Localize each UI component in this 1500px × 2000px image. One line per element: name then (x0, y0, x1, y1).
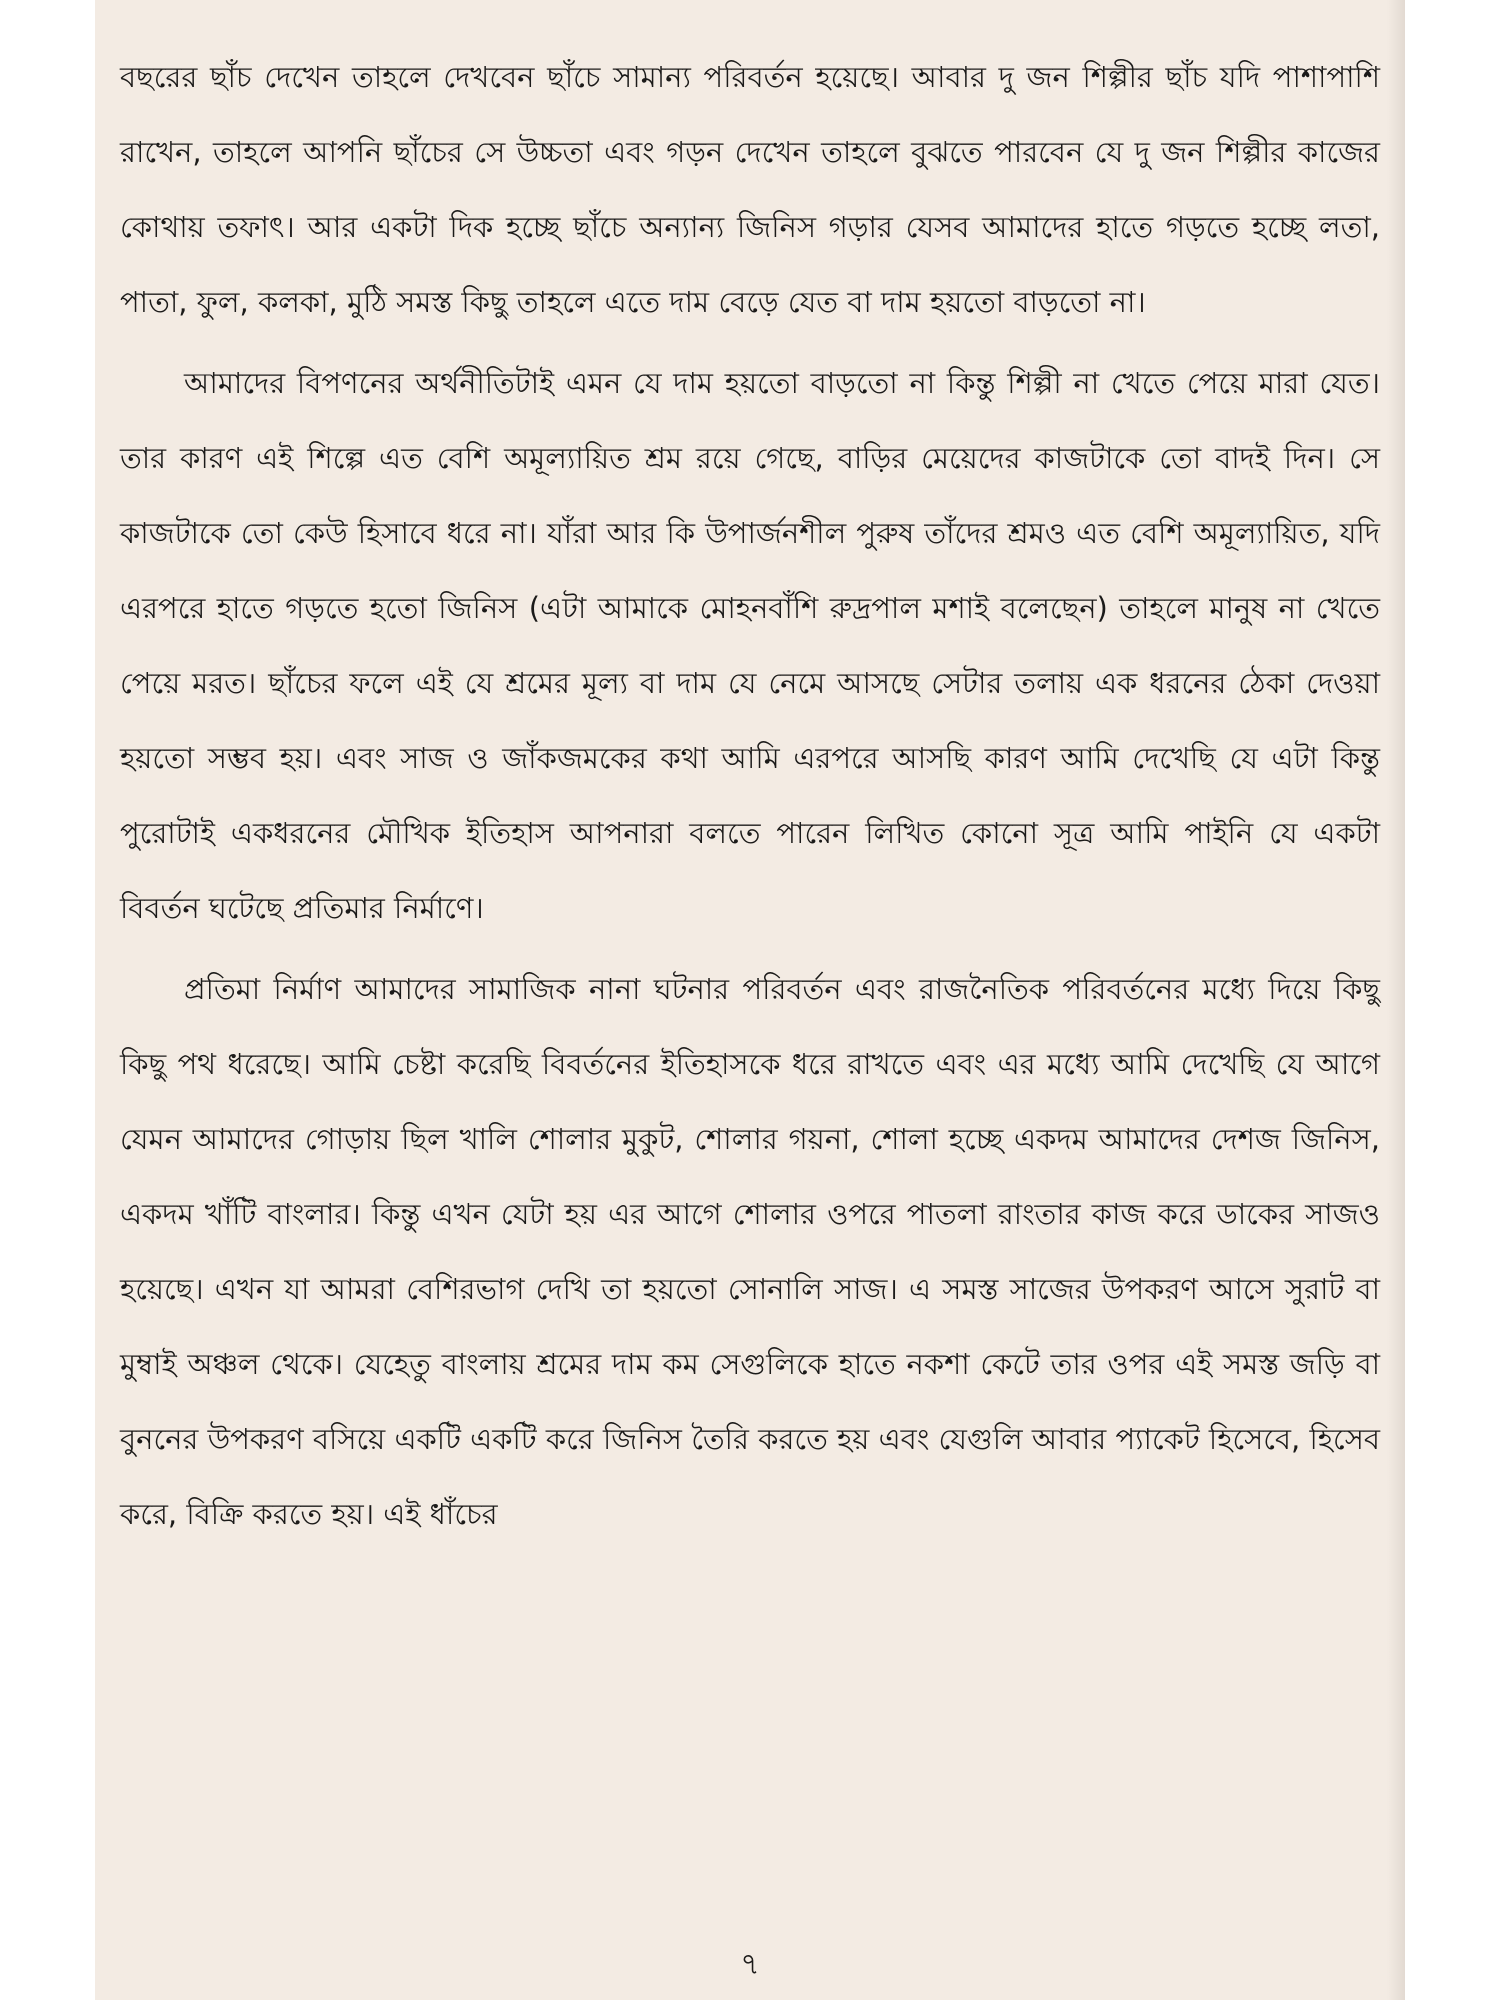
page-edge-shadow (1387, 0, 1405, 2000)
paragraph-3: প্রতিমা নির্মাণ আমাদের সামাজিক নানা ঘটনার পরিবর্তন এবং রাজনৈতিক পরিবর্তনের মধ্যে দিয়ে কিছু কিছু পথ ধরেছে। আমি চেষ্টা করেছি বিবর্তনের ইতিহাসকে ধরে রাখতে এবং এর মধ্যে আমি দেখেছি যে আগে যেমন আমাদের গোড়ায় ছিল খালি শোলার মুকুট, শোলার গয়না, শোলা হচ্ছে একদম আমাদের দেশজ জিনিস, একদম খাঁটি বাংলার। কিন্তু এখন যেটা হয় এর আগে শোলার ওপরে পাতলা রাংতার কাজ করে ডাকের সাজও হয়েছে। এখন যা আমরা বেশিরভাগ দেখি তা হয়তো সোনালি সাজ। এ সমস্ত সাজের উপকরণ আসে সুরাট বা মুম্বাই অঞ্চল থেকে। যেহেতু বাংলায় শ্রমের দাম কম সেগুলিকে হাতে নকশা কেটে তার ওপর এই সমস্ত জড়ি বা বুননের উপকরণ বসিয়ে একটি একটি করে জিনিস তৈরি করতে হয় এবং যেগুলি আবার প্যাকেট হিসেবে, হিসেব করে, বিক্রি করতে হয়। এই ধাঁচের (120, 972, 1380, 1531)
page-number: ৭ (740, 1947, 760, 1982)
body-text (120, 40, 1380, 1558)
book-page (95, 0, 1405, 2000)
paragraph-2: আমাদের বিপণনের অর্থনীতিটাই এমন যে দাম হয়তো বাড়তো না কিন্তু শিল্পী না খেতে পেয়ে মারা যেত। তার কারণ এই শিল্পে এত বেশি অমূল্যায়িত শ্রম রয়ে গেছে, বাড়ির মেয়েদের কাজটাকে তো বাদই দিন। সে কাজটাকে তো কেউ হিসাবে ধরে না। যাঁরা আর কি উপার্জনশীল পুরুষ তাঁদের শ্রমও এত বেশি অমূল্যায়িত, যদি এরপরে হাতে গড়তে হতো জিনিস (এটা আমাকে মোহনবাঁশি রুদ্রপাল মশাই বলেছেন) তাহলে মানুষ না খেতে পেয়ে মরত। ছাঁচের ফলে এই যে শ্রমের মূল্য বা দাম যে নেমে আসছে সেটার তলায় এক ধরনের ঠেকা দেওয়া হয়তো সম্ভব হয়। এবং সাজ ও জাঁকজমকের কথা আমি এরপরে আসছি কারণ আমি দেখেছি যে এটা কিন্তু পুরোটাই একধরনের মৌখিক ইতিহাস আপনারা বলতে পারেন লিখিত কোনো সূত্র আমি পাইনি যে একটা বিবর্তন ঘটেছে প্রতিমার নির্মাণে। (120, 366, 1380, 925)
paragraph-1: বছরের ছাঁচ দেখেন তাহলে দেখবেন ছাঁচে সামান্য পরিবর্তন হয়েছে। আবার দু জন শিল্পীর ছাঁচ যদি পাশাপাশি রাখেন, তাহলে আপনি ছাঁচের সে উচ্চতা এবং গড়ন দেখেন তাহলে বুঝতে পারবেন যে দু জন শিল্পীর কাজের কোথায় তফাৎ। আর একটা দিক হচ্ছে ছাঁচে অন্যান্য জিনিস গড়ার যেসব আমাদের হাতে গড়তে হচ্ছে লতা, পাতা, ফুল, কলকা, মুঠি সমস্ত কিছু তাহলে এতে দাম বেড়ে যেত বা দাম হয়তো বাড়তো না। (120, 60, 1380, 319)
